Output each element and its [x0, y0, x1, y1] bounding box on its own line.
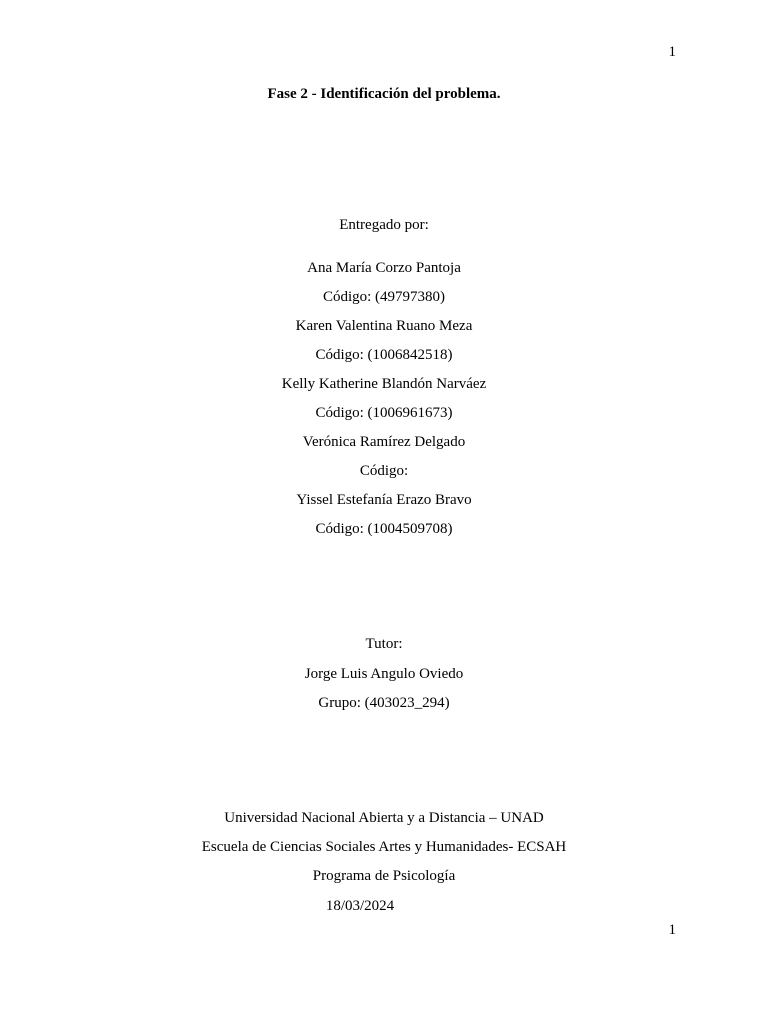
- student-name: Yissel Estefanía Erazo Bravo: [296, 492, 472, 508]
- student-code: Código: (49797380): [322, 289, 446, 305]
- submitted-by-label: Entregado por:: [339, 217, 429, 233]
- group-code: Grupo: (403023_294): [318, 695, 450, 711]
- document-title: Fase 2 - Identificación del problema.: [267, 86, 501, 102]
- program-name: Programa de Psicología: [312, 868, 456, 884]
- university-name: Universidad Nacional Abierta y a Distancia – UNAD: [224, 810, 544, 826]
- student-code: Código: (1006842518): [315, 347, 453, 363]
- student-code: Código: (1006961673): [315, 405, 453, 421]
- student-code: Código:: [359, 463, 409, 479]
- student-name: Kelly Katherine Blandón Narváez: [281, 376, 487, 392]
- student-name: Verónica Ramírez Delgado: [302, 434, 466, 450]
- submission-date: 18/03/2024: [325, 898, 395, 914]
- student-name: Ana María Corzo Pantoja: [307, 260, 461, 276]
- footer-page-number: 1: [668, 922, 676, 938]
- tutor-name: Jorge Luis Angulo Oviedo: [304, 666, 464, 682]
- school-name: Escuela de Ciencias Sociales Artes y Humanidades- ECSAH: [201, 839, 567, 855]
- header-page-number: 1: [668, 44, 676, 60]
- student-name: Karen Valentina Ruano Meza: [295, 318, 473, 334]
- tutor-label: Tutor:: [365, 636, 403, 652]
- student-code: Código: (1004509708): [315, 521, 453, 537]
